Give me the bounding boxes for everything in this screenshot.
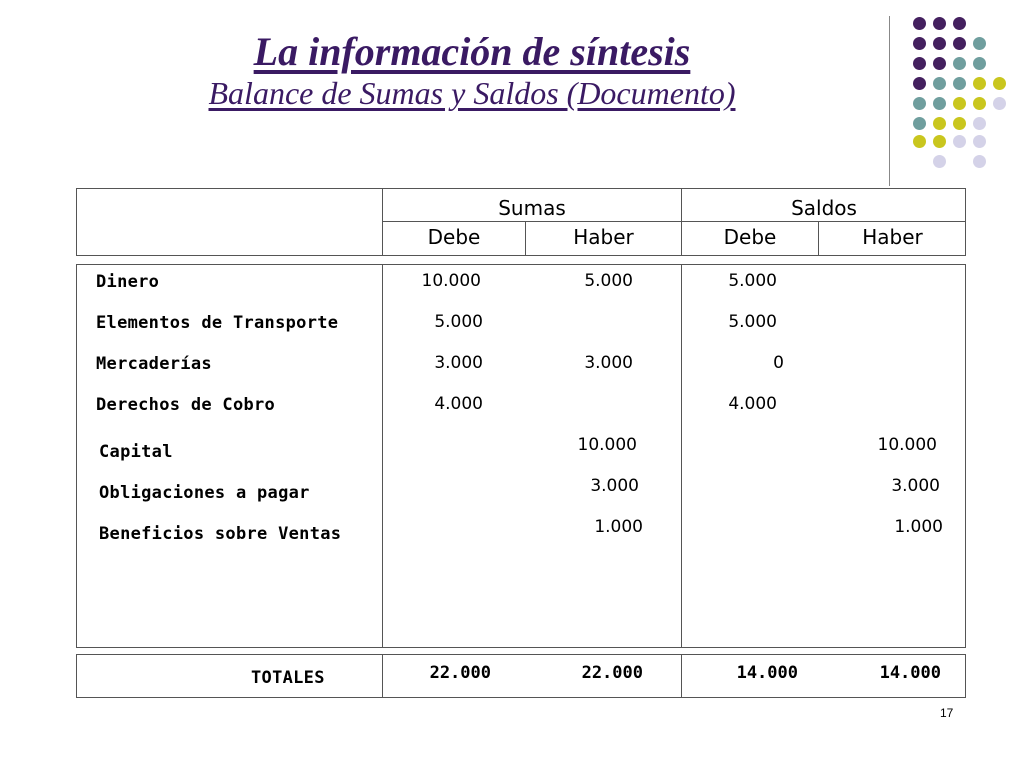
decorative-dot <box>933 97 946 110</box>
decorative-dot <box>913 77 926 90</box>
decorative-dot <box>973 97 986 110</box>
totals-divider-account <box>382 654 383 698</box>
sumas-debe-cell: 4.000 <box>434 394 483 414</box>
group-header-saldos: Saldos <box>791 196 857 220</box>
saldos-debe-cell: 4.000 <box>728 394 777 414</box>
decorative-dot <box>973 37 986 50</box>
saldos-debe-cell: 5.000 <box>728 312 777 332</box>
sumas-debe-cell: 10.000 <box>421 271 481 291</box>
decorative-dot <box>913 37 926 50</box>
totals-label: TOTALES <box>251 668 325 688</box>
decorative-dot <box>973 135 986 148</box>
body-divider-groups <box>681 264 682 648</box>
decorative-dot <box>973 155 986 168</box>
account-label: Obligaciones a pagar <box>99 483 310 503</box>
decorative-dot <box>913 57 926 70</box>
sumas-haber-cell: 3.000 <box>584 353 633 373</box>
total-sumas-debe: 22.000 <box>429 663 491 683</box>
decorative-dot <box>933 37 946 50</box>
total-saldos-haber: 14.000 <box>879 663 941 683</box>
account-label: Dinero <box>96 272 160 292</box>
decorative-dot <box>973 77 986 90</box>
total-sumas-haber: 22.000 <box>581 663 643 683</box>
slide-subtitle: Balance de Sumas y Saldos (Documento) <box>208 75 736 111</box>
decorative-dot <box>933 117 946 130</box>
body-divider-account <box>382 264 383 648</box>
decorative-dot <box>933 17 946 30</box>
group-header-sumas: Sumas <box>498 196 566 220</box>
decorative-dot <box>913 17 926 30</box>
decorative-dot <box>913 135 926 148</box>
page-number: 17 <box>940 706 954 720</box>
decorative-dot <box>993 77 1006 90</box>
column-header-sumas-haber: Haber <box>573 225 634 249</box>
decorative-dot <box>953 135 966 148</box>
column-header-sumas-debe: Debe <box>427 225 481 249</box>
totals-divider-groups <box>681 654 682 698</box>
sumas-haber-cell: 10.000 <box>577 435 637 455</box>
decorative-dot <box>953 117 966 130</box>
slide-title-block <box>0 28 944 112</box>
decorative-dot <box>913 117 926 130</box>
decorative-dot <box>973 57 986 70</box>
decorative-dot <box>913 97 926 110</box>
saldos-haber-cell: 10.000 <box>877 435 937 455</box>
decorative-dot <box>953 57 966 70</box>
decorative-dot <box>933 57 946 70</box>
column-header-saldos-haber: Haber <box>862 225 923 249</box>
decorative-dot <box>993 97 1006 110</box>
totals-box <box>76 654 966 698</box>
saldos-haber-cell: 3.000 <box>891 476 940 496</box>
sumas-debe-cell: 5.000 <box>434 312 483 332</box>
account-label: Beneficios sobre Ventas <box>99 524 342 544</box>
saldos-debe-cell: 0 <box>773 353 784 373</box>
saldos-haber-cell: 1.000 <box>894 517 943 537</box>
decorative-dot <box>953 97 966 110</box>
decorative-dot <box>933 155 946 168</box>
decorative-dot <box>933 77 946 90</box>
sumas-haber-cell: 3.000 <box>590 476 639 496</box>
column-header-saldos-debe: Debe <box>723 225 777 249</box>
sumas-haber-cell: 1.000 <box>594 517 643 537</box>
slide-title: La información de síntesis <box>253 29 691 74</box>
account-label: Mercaderías <box>96 354 212 374</box>
sumas-debe-cell: 3.000 <box>434 353 483 373</box>
decorative-dot <box>933 135 946 148</box>
decorative-dot <box>953 17 966 30</box>
sumas-haber-cell: 5.000 <box>584 271 633 291</box>
decorative-dot <box>953 37 966 50</box>
decorative-dot <box>973 117 986 130</box>
account-label: Capital <box>99 442 173 462</box>
header-divider-horizontal <box>382 221 966 222</box>
account-label: Elementos de Transporte <box>96 313 339 333</box>
decorative-divider <box>889 16 890 186</box>
total-saldos-debe: 14.000 <box>736 663 798 683</box>
account-label: Derechos de Cobro <box>96 395 276 415</box>
decorative-dot <box>953 77 966 90</box>
saldos-debe-cell: 5.000 <box>728 271 777 291</box>
